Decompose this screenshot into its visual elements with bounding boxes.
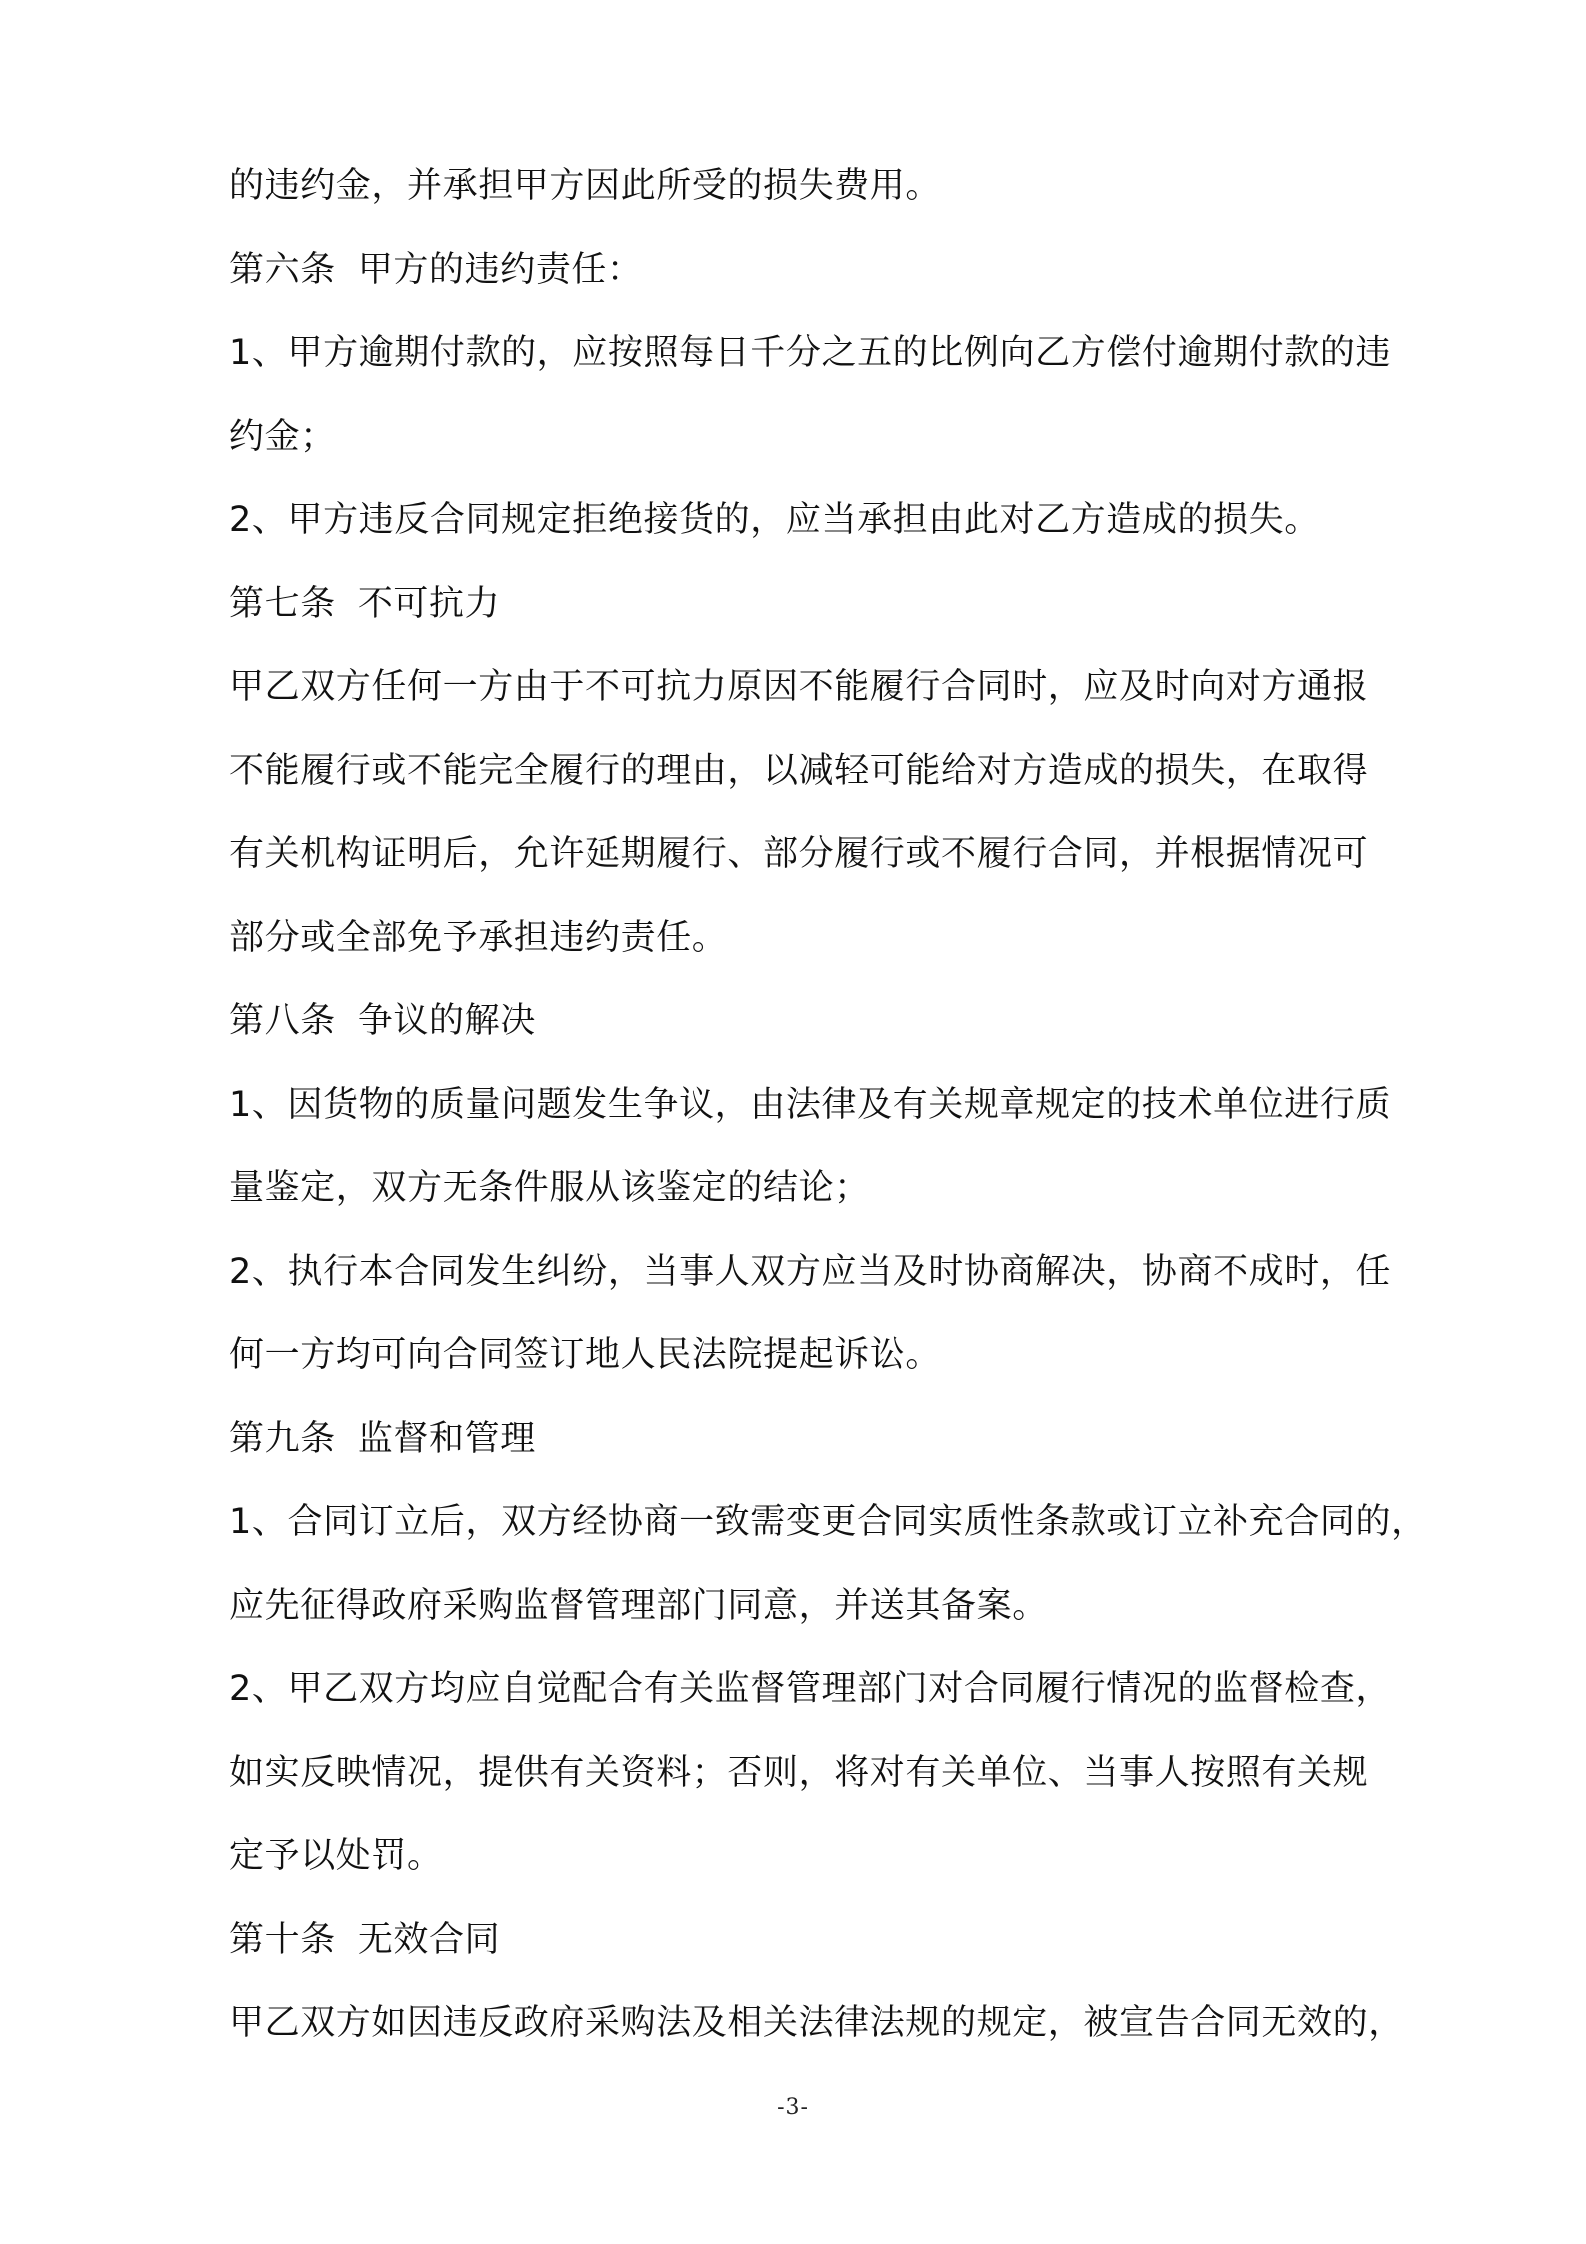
clause-heading xyxy=(229,1909,1449,1993)
clause-number: 第七条 xyxy=(229,583,336,624)
text-line: 2、甲方违反合同规定拒绝接货的，应当承担由此对乙方造成的损失。 xyxy=(229,500,1320,540)
text-line: 应先征得政府采购监督管理部门同意，并送其备案。 xyxy=(229,1585,1048,1626)
text-line: 部分或全部免予承担违约责任。 xyxy=(229,917,728,958)
text-line: 甲乙双方任何一方由于不可抗力原因不能履行合同时，应及时向对方通报 xyxy=(229,667,1369,707)
clause-heading xyxy=(229,239,1449,323)
text-line: 有关机构证明后，允许延期履行、部分履行或不履行合同，并根据情况可 xyxy=(229,834,1369,874)
text-line: 不能履行或不能完全履行的理由，以减轻可能给对方造成的损失，在取得 xyxy=(229,750,1369,791)
text-line: 的违约金，并承担甲方因此所受的损失费用。 xyxy=(229,166,942,206)
clause-title: 不可抗力 xyxy=(357,583,501,624)
text-line: 量鉴定，双方无条件服从该鉴定的结论； xyxy=(229,1168,870,1208)
text-line: 定予以处罚。 xyxy=(229,1836,443,1876)
clause-heading xyxy=(229,573,1449,657)
clause-number: 第十条 xyxy=(229,1919,336,1960)
text-line: 2、甲乙双方均应自觉配合有关监督管理部门对合同履行情况的监督检查， xyxy=(229,1669,1392,1709)
text-line: 2、执行本合同发生纠纷，当事人双方应当及时协商解决，协商不成时，任 xyxy=(229,1251,1392,1292)
clause-heading xyxy=(229,1408,1449,1492)
clause-number: 第八条 xyxy=(229,1001,336,1041)
text-line: 1、甲方逾期付款的，应按照每日千分之五的比例向乙方偿付逾期付款的违 xyxy=(229,333,1392,373)
clause-title: 争议的解决 xyxy=(357,1001,536,1041)
clause-number: 第九条 xyxy=(229,1418,336,1459)
text-line: 1、因货物的质量问题发生争议，由法律及有关规章规定的技术单位进行质 xyxy=(229,1084,1392,1125)
text-line: 如实反映情况，提供有关资料；否则，将对有关单位、当事人按照有关规 xyxy=(229,1752,1369,1793)
text-line: 何一方均可向合同签订地人民法院提起诉讼。 xyxy=(229,1335,942,1375)
page-number: -3- xyxy=(777,2095,809,2120)
clause-number: 第六条 xyxy=(229,249,336,290)
clause-heading xyxy=(229,990,1449,1074)
clause-title: 监督和管理 xyxy=(357,1418,536,1459)
text-line: 约金； xyxy=(229,416,336,457)
clause-title: 无效合同 xyxy=(357,1919,501,1960)
text-line: 1、合同订立后，双方经协商一致需变更合同实质性条款或订立补充合同的， xyxy=(229,1502,1427,1542)
text-line: 甲乙双方如因违反政府采购法及相关法律法规的规定，被宣告合同无效的， xyxy=(229,2003,1404,2043)
clause-title: 甲方的违约责任： xyxy=(357,249,643,290)
document-body xyxy=(229,155,1449,2076)
